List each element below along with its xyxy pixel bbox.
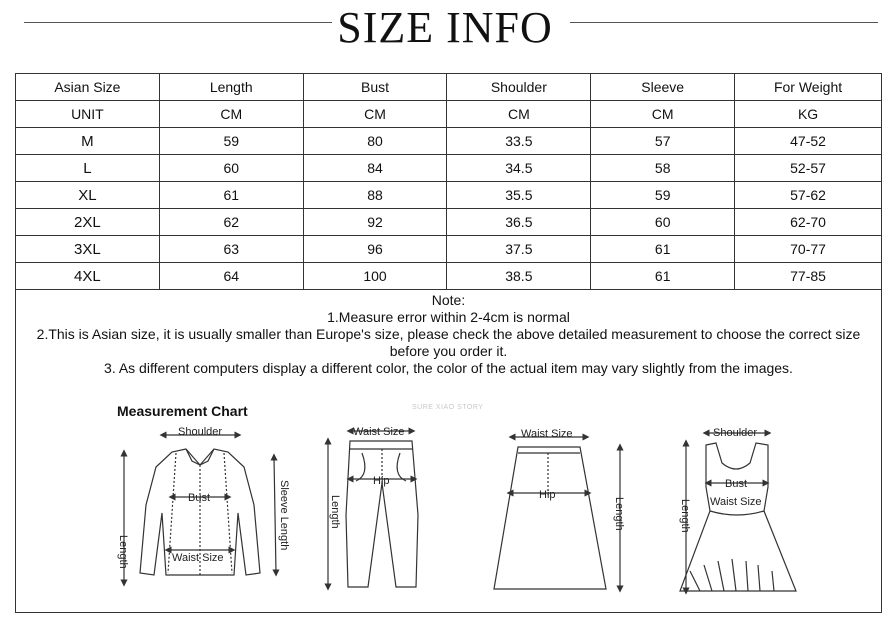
size-cell: 3XL <box>16 236 160 263</box>
skirt-diagram <box>494 437 620 589</box>
title-bar <box>0 0 890 60</box>
table-cell: 36.5 <box>447 209 591 236</box>
table-cell: 38.5 <box>447 263 591 290</box>
table-row <box>16 236 882 263</box>
table-row <box>16 263 882 290</box>
shirt-sleeve-arrow <box>274 457 276 573</box>
table-header-row <box>16 74 882 101</box>
page-title: SIZE INFO <box>337 3 553 52</box>
table-unit-row <box>16 101 882 128</box>
header-cell: Length <box>159 74 303 101</box>
header-cell: Asian Size <box>16 74 160 101</box>
table-cell: 47-52 <box>735 128 882 155</box>
table-cell: 37.5 <box>447 236 591 263</box>
skirt-waist-label: Waist Size <box>521 428 573 440</box>
shirt-bust-label: Bust <box>188 492 211 504</box>
header-cell: For Weight <box>735 74 882 101</box>
garment-diagrams <box>100 395 800 600</box>
dress-waist-label: Waist Size <box>710 496 762 508</box>
note-line: before you order it. <box>389 343 508 359</box>
note-line: 1.Measure error within 2-4cm is normal <box>327 309 570 325</box>
size-table <box>15 73 882 290</box>
table-cell: 59 <box>591 182 735 209</box>
header-cell: Shoulder <box>447 74 591 101</box>
table-cell: 88 <box>303 182 447 209</box>
table-cell: 61 <box>591 236 735 263</box>
table-cell: 92 <box>303 209 447 236</box>
shirt-collar <box>186 449 214 465</box>
title-rule-right <box>570 22 878 23</box>
table-cell: 64 <box>159 263 303 290</box>
table-cell: 59 <box>159 128 303 155</box>
measurement-chart-title: Measurement Chart <box>117 403 248 419</box>
dress-outline <box>680 443 796 591</box>
table-cell: 57 <box>591 128 735 155</box>
dress-diagram <box>680 433 796 591</box>
unit-cell: UNIT <box>16 101 160 128</box>
unit-cell: CM <box>591 101 735 128</box>
dress-shoulder-label: Shoulder <box>713 427 758 439</box>
note-line: 2.This is Asian size, it is usually smaller than Europe's size, please check the above detailed measurement to choose the correct size <box>36 326 861 342</box>
table-cell: 63 <box>159 236 303 263</box>
table-cell: 34.5 <box>447 155 591 182</box>
table-cell: 52-57 <box>735 155 882 182</box>
skirt-hip-label: Hip <box>539 489 556 501</box>
pants-length-label: Length <box>329 495 341 529</box>
unit-cell: KG <box>735 101 882 128</box>
skirt-outline <box>494 447 606 589</box>
dress-bust-label: Bust <box>725 478 748 490</box>
table-cell: 61 <box>591 263 735 290</box>
table-cell: 60 <box>159 155 303 182</box>
table-cell: 80 <box>303 128 447 155</box>
note-line: 3. As different computers display a different color, the color of the actual item may vary slightly from the images. <box>104 360 793 376</box>
table-row <box>16 209 882 236</box>
table-cell: 62-70 <box>735 209 882 236</box>
watermark: SURE XIAO STORY <box>412 404 484 411</box>
size-cell: 4XL <box>16 263 160 290</box>
unit-cell: CM <box>303 101 447 128</box>
table-row <box>16 128 882 155</box>
table-cell: 58 <box>591 155 735 182</box>
table-cell: 33.5 <box>447 128 591 155</box>
table-cell: 70-77 <box>735 236 882 263</box>
header-cell: Sleeve <box>591 74 735 101</box>
header-cell: Bust <box>303 74 447 101</box>
table-row <box>16 155 882 182</box>
unit-cell: CM <box>447 101 591 128</box>
notes-heading: Note: <box>431 292 466 308</box>
shirt-length-label: Length <box>117 535 129 569</box>
table-cell: 96 <box>303 236 447 263</box>
table-cell: 100 <box>303 263 447 290</box>
dress-length-label: Length <box>679 499 691 533</box>
skirt-length-label: Length <box>613 497 625 531</box>
size-cell: M <box>16 128 160 155</box>
table-cell: 77-85 <box>735 263 882 290</box>
unit-cell: CM <box>159 101 303 128</box>
notes-block <box>16 292 881 377</box>
size-cell: 2XL <box>16 209 160 236</box>
pants-hip-label: Hip <box>373 475 390 487</box>
size-cell: L <box>16 155 160 182</box>
pants-waist-label: Waist Size <box>353 426 405 438</box>
size-cell: XL <box>16 182 160 209</box>
table-cell: 35.5 <box>447 182 591 209</box>
measurement-chart <box>100 395 800 600</box>
shirt-sleeve-label: Sleeve Length <box>278 480 290 551</box>
table-cell: 57-62 <box>735 182 882 209</box>
table-cell: 84 <box>303 155 447 182</box>
shirt-shoulder-label: Shoulder <box>178 426 223 438</box>
shirt-waist-label: Waist Size <box>172 552 224 564</box>
table-cell: 60 <box>591 209 735 236</box>
table-cell: 61 <box>159 182 303 209</box>
table-cell: 62 <box>159 209 303 236</box>
table-row <box>16 182 882 209</box>
